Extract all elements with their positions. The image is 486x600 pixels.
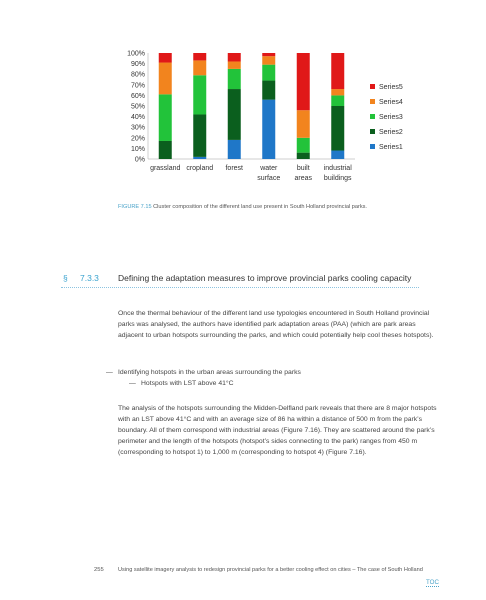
x-tick-label: areas [294, 175, 313, 182]
bar-segment-series1 [331, 151, 344, 159]
legend-label: Series5 [379, 84, 403, 91]
section-title: Defining the adaptation measures to improve provincial parks cooling capacity [118, 273, 412, 283]
bar-segment-series4 [262, 56, 275, 64]
y-tick-label: 30% [130, 124, 145, 132]
x-tick-label: industrial [323, 165, 352, 172]
bar-segment-series3 [331, 95, 344, 106]
bar-segment-series2 [331, 106, 344, 151]
legend-swatch [370, 144, 375, 149]
bar-segment-series2 [262, 81, 275, 100]
x-tick-label: built [296, 165, 310, 172]
x-tick-label: grassland [150, 165, 181, 172]
bullet-item-2: Hotspots with LST above 41°C [141, 380, 234, 387]
bar-segment-series4 [159, 63, 172, 95]
bar-segment-series2 [159, 141, 172, 159]
bar-segment-series4 [228, 61, 241, 68]
bar-segment-series2 [193, 114, 206, 156]
y-tick-label: 70% [130, 82, 145, 90]
x-tick-label: water [260, 165, 278, 172]
bar-segment-series5 [193, 53, 206, 60]
bar-segment-series1 [262, 100, 275, 159]
y-tick-label: 60% [130, 92, 145, 100]
bar-segment-series2 [228, 89, 241, 140]
bar-segment-series5 [331, 53, 344, 89]
y-tick-label: 20% [130, 135, 145, 143]
bar-segment-series5 [297, 53, 310, 110]
bar-segment-series4 [331, 89, 344, 95]
y-tick-label: 40% [130, 114, 145, 122]
bar-segment-series4 [193, 60, 206, 75]
bullet-dash-2: — [129, 380, 136, 387]
legend-swatch [370, 99, 375, 104]
x-tick-label: forest [225, 165, 244, 172]
bullet-item-1: Identifying hotspots in the urban areas surrounding the parks [118, 369, 301, 376]
bar-segment-series3 [193, 75, 206, 114]
bar-segment-series5 [159, 53, 172, 63]
bar-segment-series1 [228, 140, 241, 159]
land-use-cluster-chart [106, 44, 426, 199]
legend-label: Series1 [379, 144, 403, 151]
bar-segment-series3 [262, 65, 275, 81]
legend-swatch [370, 84, 375, 89]
y-tick-label: 80% [130, 71, 145, 79]
figure-caption [118, 203, 448, 211]
running-footer: Using satellite imagery analysis to redesign provincial parks for a better cooling effect on cities – The case of South Holland [118, 567, 423, 573]
bar-segment-series5 [262, 53, 275, 56]
y-tick-label: 0% [134, 156, 145, 164]
section-symbol: § [63, 273, 68, 283]
x-tick-label: cropland [186, 165, 214, 172]
y-tick-label: 50% [130, 103, 145, 111]
section-number: 7.3.3 [80, 273, 99, 283]
toc-link[interactable]: TOC [426, 579, 439, 586]
paragraph-analysis: The analysis of the hotspots surrounding the Midden-Delfland park reveals that there are 8 major hotspots with an LST above 41°C and with an average size of 86 ha within a distance of 500 m from the park’s boundary. All of them correspond with industrial areas (Figure 7.16). They are scattered around the park’s perimeter and the length of the hotspots (hotspot’s sides connecting to the park) ranges from 450 m (corresponding to hotspot 1) to 1,000 m (corresponding to hotspot 4) (Figure 7.16). [118, 405, 437, 456]
legend-label: Series3 [379, 114, 403, 121]
paragraph-intro: Once the thermal behaviour of the different land use typologies encountered in South Holland provincial parks was analysed, the authors have identified park adaptation areas (PAA) (which are park areas adjacent to urban hotspots surrounding the parks, and which could potentially help cool theses hotspots). [118, 310, 434, 339]
figure-label: FIGURE 7.15 [118, 204, 152, 210]
y-tick-label: 90% [130, 61, 145, 69]
chart-svg [106, 44, 426, 199]
bar-segment-series5 [228, 53, 241, 61]
legend-label: Series2 [379, 129, 403, 136]
bar-segment-series1 [193, 157, 206, 159]
y-tick-label: 10% [130, 145, 145, 153]
legend-label: Series4 [379, 99, 403, 106]
section-divider [61, 287, 419, 288]
bullet-dash-1: — [106, 369, 113, 376]
y-tick-label: 100% [127, 50, 145, 58]
x-tick-label: buildings [323, 175, 352, 182]
page-number: 255 [94, 567, 104, 573]
bar-segment-series3 [297, 138, 310, 153]
bar-segment-series3 [228, 69, 241, 89]
bar-segment-series2 [297, 153, 310, 159]
bar-segment-series4 [297, 110, 310, 138]
legend-swatch [370, 129, 375, 134]
figure-caption-text: Cluster composition of the different land use present in South Holland provincial parks. [153, 204, 367, 210]
x-tick-label: surface [257, 175, 281, 182]
bar-segment-series3 [159, 94, 172, 141]
legend-swatch [370, 114, 375, 119]
